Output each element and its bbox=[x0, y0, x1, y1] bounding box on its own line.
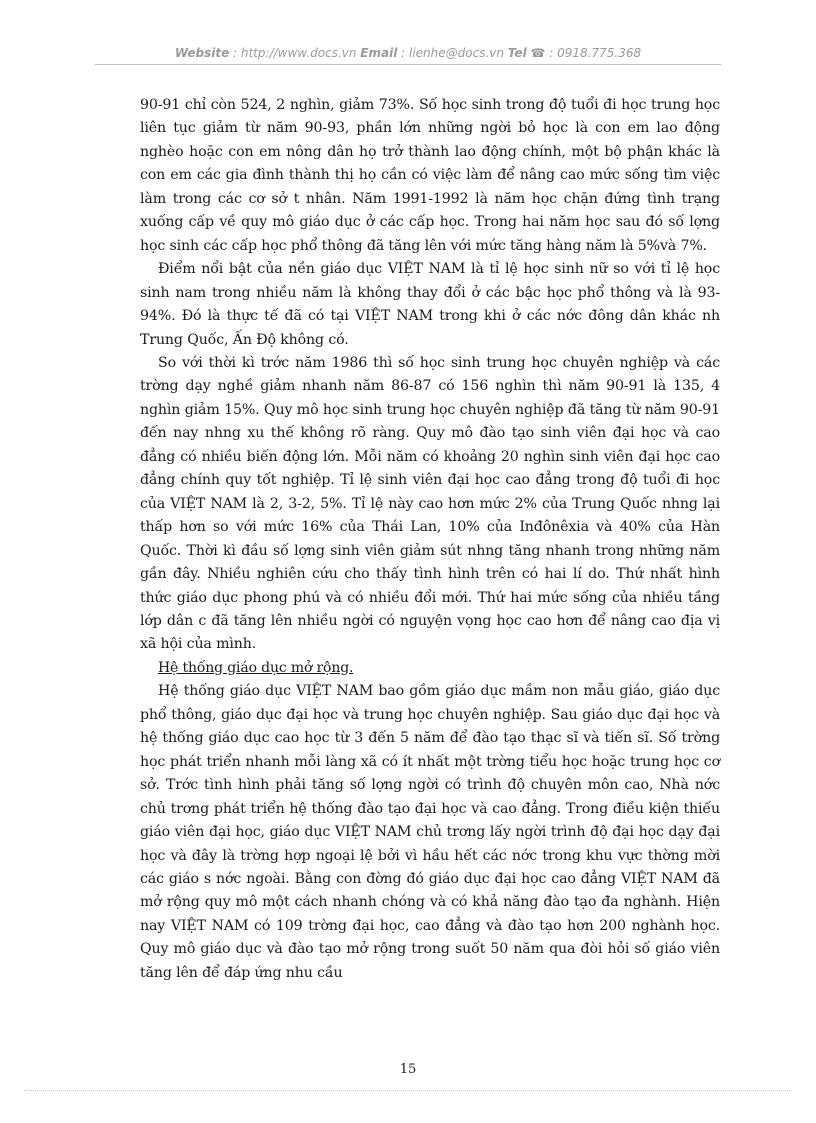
paragraph-1: 90-91 chỉ còn 524, 2 nghìn, giảm 73%. Số học sinh trong độ tuổi đi học trung học liên tục giảm từ năm 90-93, phần lớn những ngời bỏ học là con em lao động nghèo hoặc con em nông dân họ trở thành lao động chính, một bộ phận khác là con em các gia đình thành thị họ cần có việc làm để nâng cao mức sống tìm việc làm trong các cơ sở t nhân. Năm 1991-1992 là năm học chặn đứng tình trạng xuống cấp về quy mô giáo dục ở các cấp học. Trong hai năm học sau đó số lợng học sinh các cấp học phổ thông đã tăng lên với mức tăng hàng năm là 5%và 7%. bbox=[140, 97, 720, 254]
footer-divider bbox=[24, 1090, 792, 1091]
email-label: Email bbox=[360, 46, 398, 60]
paragraph-2: Điểm nổi bật của nền giáo dục VIỆT NAM là tỉ lệ học sinh nữ so với tỉ lệ học sinh nam trong nhiều năm là không thay đổi ở các bậc học phổ thông và là 93-94%. Đó là thực tế đã có tại VIỆT NAM trong khi ở các nớc đông dân khác nh Trung Quốc, Ấn Độ không có. bbox=[140, 261, 720, 348]
section-heading bbox=[140, 657, 720, 680]
tel-label: Tel bbox=[507, 46, 527, 60]
email-address[interactable]: : lienhe@docs.vn bbox=[397, 46, 508, 60]
document-body bbox=[140, 94, 720, 985]
paragraph-3: So với thời kì trớc năm 1986 thì số học sinh trung học chuyên nghiệp và các trờng dạy nghề giảm nhanh năm 86-87 có 156 nghìn thì năm 90-91 là 135, 4 nghìn giảm 15%. Quy mô học sinh trung học chuyên nghiệp đã tăng từ năm 90-91 đến nay nhng xu thế không rõ ràng. Quy mô đào tạo sinh viên đại học và cao đẳng có nhiều biến động lớn. Mỗi năm có khoảng 20 nghìn sinh viên đại học cao đẳng chính quy tốt nghiệp. Tỉ lệ sinh viên đại học cao đẳng trong độ tuổi đi học của VIỆT NAM là 2, 3-2, 5%. Tỉ lệ này cao hơn mức 2% của Trung Quốc nhng lại thấp hơn so với mức 16% của Thái Lan, 10% của Inđônêxia và 40% của Hàn Quốc. Thời kì đầu số lợng sinh viên giảm sút nhng tăng nhanh trong những năm gần đây. Nhiều nghiên cứu cho thấy tình hình trên có hai lí do. Thứ nhất hình thức giáo dục phong phú và có nhiều đổi mới. Thứ hai mức sống của nhiều tầng lớp dân c đã tăng lên nhiều ngời có nguyện vọng học cao hơn để nâng cao địa vị xã hội của mình. bbox=[140, 354, 720, 653]
page-header bbox=[0, 46, 816, 60]
header-divider bbox=[95, 64, 721, 65]
page-number: 15 bbox=[399, 1062, 417, 1077]
website-label: Website bbox=[174, 46, 230, 60]
paragraph-4: Hệ thống giáo dục VIỆT NAM bao gồm giáo dục mầm non mẫu giáo, giáo dục phổ thông, giáo dục đại học và trung học chuyên nghiệp. Sau giáo dục đại học và hệ thống giáo dục cao học từ 3 đến 5 năm để đào tạo thạc sĩ và tiến sĩ. Số trờng học phát triển nhanh mỗi làng xã có ít nhất một trờng tiểu học hoặc trung học cơ sở. Trớc tình hình phải tăng số lợng ngời có trình độ chuyên môn cao, Nhà nớc chủ trơng phát triển hệ thống đào tạo đại học và cao đẳng. Trong điều kiện thiếu giáo viên đại học, giáo dục VIỆT NAM chủ trơng lấy ngời trình độ đại học dạy đại học và đây là trờng hợp ngoại lệ bởi vì hầu hết các nớc trong khu vực thờng mời các giáo s nớc ngoài. Bằng con đờng đó giáo dục đại học cao đẳng VIỆT NAM đã mở rộng quy mô một cách nhanh chóng và có khả năng đào tạo đa nghành. Hiện nay VIỆT NAM có 109 trờng đại học, cao đẳng và đào tạo hơn 200 nghành học. Quy mô giáo dục và đào tạo mở rộng trong suốt 50 năm qua đòi hỏi số giáo viên tăng lên để đáp ứng nhu cầu bbox=[140, 683, 720, 981]
website-url[interactable]: : http://www.docs.vn bbox=[229, 46, 361, 60]
phone-number: ☎ : 0918.775.368 bbox=[526, 46, 642, 60]
section-heading-text: Hệ thống giáo dục mở rộng. bbox=[158, 659, 354, 676]
